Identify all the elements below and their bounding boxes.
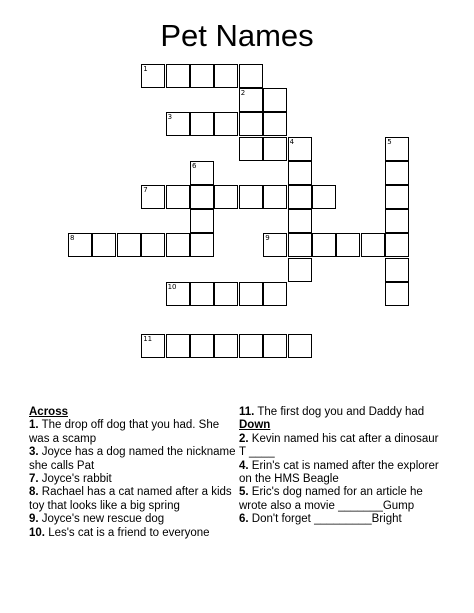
clue-text: The first dog you and Daddy had (254, 406, 425, 418)
clue-across-11 (239, 406, 439, 419)
across-clues (29, 406, 239, 540)
clue-number: 8. (29, 486, 39, 499)
clue-number-label: 7 (143, 186, 148, 194)
clue-number-label: 5 (387, 137, 392, 146)
clue-number-label: 2 (240, 89, 246, 98)
crossword-cell[interactable] (312, 185, 336, 209)
crossword-cell[interactable] (166, 64, 190, 88)
crossword-cell[interactable] (263, 88, 287, 112)
crossword-cell[interactable] (141, 64, 165, 88)
crossword-cell[interactable] (385, 233, 409, 257)
crossword-cell[interactable] (239, 112, 263, 136)
clue-item (29, 473, 239, 486)
crossword-cell[interactable] (239, 185, 263, 209)
clue-item (239, 460, 439, 487)
clue-number-label: 9 (265, 234, 270, 243)
crossword-cell[interactable] (190, 112, 214, 136)
crossword-cell[interactable] (68, 233, 92, 257)
clue-text: Joyce's new rescue dog (38, 513, 165, 526)
crossword-cell[interactable] (166, 334, 190, 358)
crossword-cell[interactable] (190, 334, 214, 358)
crossword-cell[interactable] (385, 258, 409, 282)
crossword-cell[interactable] (263, 282, 287, 306)
crossword-cell[interactable] (239, 64, 263, 88)
crossword-cell[interactable] (239, 88, 263, 112)
crossword-cell[interactable] (214, 112, 238, 136)
crossword-cell[interactable] (263, 233, 287, 257)
clue-number-label: 3 (167, 113, 173, 122)
clue-text: Joyce has a dog named the nickname she calls Pat (29, 446, 236, 472)
clue-number-label: 8 (70, 234, 75, 243)
crossword-cell[interactable] (239, 137, 263, 161)
clue-item (239, 513, 439, 526)
clue-number-label: 11 (143, 335, 153, 344)
clue-item (29, 513, 239, 526)
clue-number-label: 1 (143, 65, 148, 73)
crossword-cell[interactable] (336, 233, 360, 257)
crossword-cell[interactable] (263, 185, 287, 209)
crossword-cell[interactable] (361, 233, 385, 257)
clue-number: 9. (29, 513, 39, 526)
crossword-cell[interactable] (166, 112, 190, 136)
clue-text: Don't forget _________Bright (248, 513, 402, 526)
clue-text: The drop off dog that you had. She was a scamp (29, 419, 220, 445)
across-clue-list (29, 419, 239, 540)
crossword-cell[interactable] (214, 185, 238, 209)
crossword-cell[interactable] (117, 233, 141, 257)
clue-text: Erin's cat is named after the explorer on the HMS Beagle (239, 459, 439, 486)
crossword-cell[interactable] (166, 185, 190, 209)
crossword-cell[interactable] (312, 233, 336, 257)
crossword-cell[interactable] (214, 64, 238, 88)
clue-number-label: 10 (167, 282, 177, 291)
crossword-cell[interactable] (263, 137, 287, 161)
crossword-cell[interactable] (288, 137, 312, 161)
puzzle-title: Pet Names (160, 18, 314, 53)
clue-number: 5. (239, 486, 249, 499)
clue-number: 2. (239, 432, 249, 445)
crossword-cell[interactable] (385, 185, 409, 209)
crossword-cell[interactable] (288, 161, 312, 185)
crossword-cell[interactable] (190, 64, 214, 88)
crossword-cell[interactable] (92, 233, 116, 257)
crossword-cell[interactable] (190, 282, 214, 306)
clue-number: 3. (29, 446, 39, 459)
crossword-cell[interactable] (141, 334, 165, 358)
across-heading: Across (29, 406, 68, 418)
clue-number-label: 6 (192, 161, 197, 170)
crossword-cell[interactable] (288, 258, 312, 282)
clue-item (29, 446, 239, 473)
right-clue-column (239, 406, 439, 527)
clue-number: 4. (239, 459, 249, 472)
down-clue-list (239, 433, 439, 527)
crossword-cell[interactable] (141, 233, 165, 257)
clue-text: Les's cat is a friend to everyone (45, 526, 210, 539)
crossword-cell[interactable] (214, 334, 238, 358)
crossword-cell[interactable] (190, 233, 214, 257)
crossword-cell[interactable] (288, 334, 312, 358)
crossword-cell[interactable] (239, 334, 263, 358)
crossword-cell[interactable] (385, 209, 409, 233)
clue-item (29, 527, 239, 540)
clue-text: Rachael has a cat named after a kids toy that looks like a big spring (29, 486, 232, 512)
crossword-cell[interactable] (263, 112, 287, 136)
crossword-cell[interactable] (288, 185, 312, 209)
crossword-cell[interactable] (288, 209, 312, 233)
crossword-cell[interactable] (190, 185, 214, 209)
crossword-cell[interactable] (239, 282, 263, 306)
crossword-cell[interactable] (385, 161, 409, 185)
crossword-cell[interactable] (214, 282, 238, 306)
crossword-cell[interactable] (166, 282, 190, 306)
crossword-cell[interactable] (166, 233, 190, 257)
crossword-cell[interactable] (288, 233, 312, 257)
clue-item (29, 419, 239, 446)
clue-item (239, 433, 439, 460)
clue-number: 6. (239, 513, 249, 526)
down-heading: Down (239, 419, 271, 432)
crossword-cell[interactable] (385, 137, 409, 161)
clue-number: 1. (29, 419, 39, 432)
clue-item (239, 486, 439, 513)
crossword-cell[interactable] (385, 282, 409, 306)
crossword-cell[interactable] (190, 209, 214, 233)
crossword-cell[interactable] (190, 161, 214, 185)
crossword-cell[interactable] (263, 334, 287, 358)
clue-text: Kevin named his cat after a dinosaur T ____ (239, 432, 439, 459)
clue-item (29, 486, 239, 513)
clue-text: Eric's dog named for an article he wrote also a movie _______Gump (239, 486, 423, 512)
crossword-cell[interactable] (141, 185, 165, 209)
clue-number-label: 4 (289, 137, 295, 146)
clue-text: Joyce's rabbit (38, 473, 112, 486)
clue-number: 10. (29, 526, 45, 539)
clue-number: 11. (239, 406, 255, 418)
clue-number: 7. (29, 473, 39, 486)
